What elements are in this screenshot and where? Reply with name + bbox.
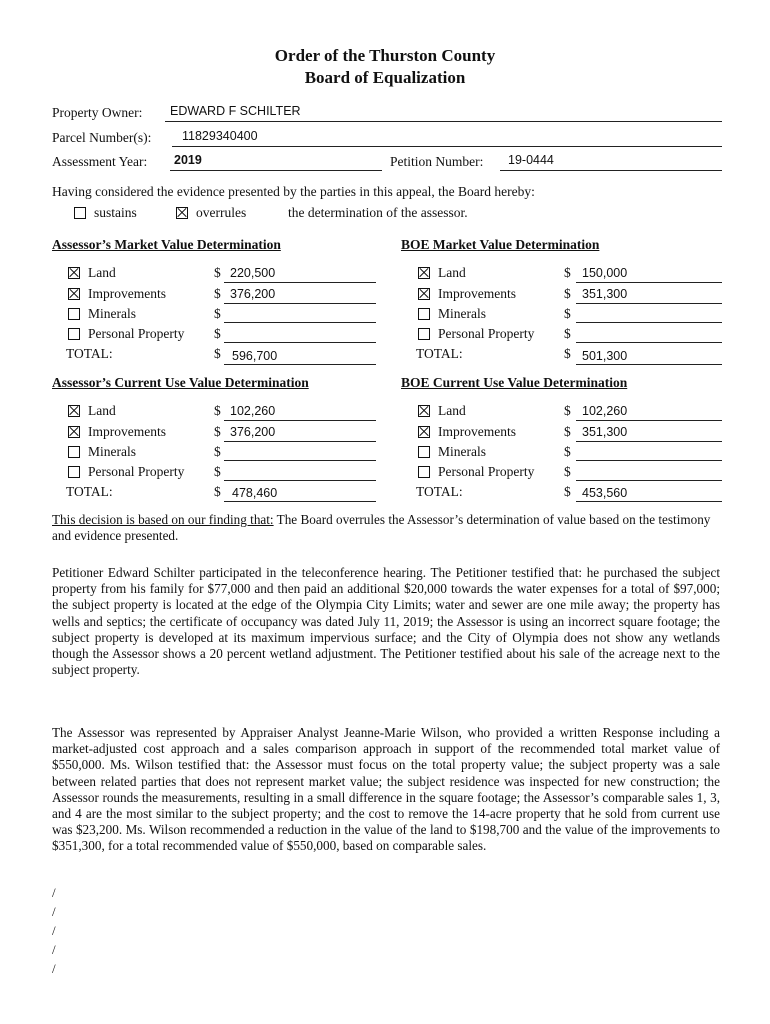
- parcel-label: Parcel Number(s):: [52, 130, 152, 145]
- am-total-value: 596,700: [232, 349, 278, 363]
- bm-improvements-value: 351,300: [582, 287, 628, 301]
- ac-improvements-line: [224, 441, 376, 442]
- bc-minerals-label: Minerals: [438, 444, 486, 459]
- petition-line: [500, 170, 722, 171]
- bm-land-label: Land: [438, 265, 466, 280]
- am-personal-line: [224, 342, 376, 343]
- am-minerals-label: Minerals: [88, 306, 136, 321]
- am-improvements-line: [224, 303, 376, 304]
- bm-improvements-line: [576, 303, 722, 304]
- overrules-label: overrules: [196, 205, 247, 220]
- ac-minerals-checkbox[interactable]: [68, 446, 80, 458]
- ac-total-line: [224, 501, 376, 502]
- ac-personal-dollar: $: [214, 464, 221, 479]
- ac-land-dollar: $: [214, 403, 221, 418]
- petitioner-paragraph: Petitioner Edward Schilter participated in the teleconference hearing. The Petitioner testified that: he purchased the subject property from his family for $77,000 and then paid an additional $20,000 towards the water expenses for a total of $97,000; the subject property is located at the edge of the Olympia City Limits; water and sewer are one mile away; the property has wells and septics; the certificate of occupancy was dated July 11, 2019; the Assessor is using an incorrect square footage; the subject property is developed at its maximum impervious surface; and the City of Olympia does not show any wetlands though the Assessor shows a 20 percent wetland adjustment. The Petitioner testified about his sale of the acreage next to the subject property.: [52, 565, 720, 678]
- assessor-current-heading: Assessor’s Current Use Value Determination: [52, 375, 309, 390]
- am-total-label: TOTAL:: [66, 346, 113, 361]
- am-personal-dollar: $: [214, 326, 221, 341]
- owner-value: EDWARD F SCHILTER: [170, 104, 301, 118]
- bc-land-line: [576, 420, 722, 421]
- title-line-2: Board of Equalization: [304, 68, 466, 87]
- parcel-value: 11829340400: [182, 129, 258, 143]
- assessor-paragraph: The Assessor was represented by Appraiser Analyst Jeanne-Marie Wilson, who provided a written Response including a market-adjusted cost approach and a sales comparison approach in support of the recommended total market value of $550,000. Ms. Wilson testified that: the Assessor must focus on the total property value; the subject property was a sale between related parties that does not represent market value; the subject residence was inspected for new construction; the Assessor rounds the measurements, resulting in a small difference in the square footage; the Assessor’s comparable sales 1, 3, and 4 are the most similar to the subject property; and the cost to remove the 14-acre property that he sold from current use was $23,200. Ms. Wilson recommended a reduction in the value of the land to $198,700 and the value of the improvements to $351,300, for a total recommended value of $550,000, based on comparable sales.: [52, 725, 720, 854]
- sustains-checkbox[interactable]: [74, 207, 86, 219]
- bm-personal-dollar: $: [564, 326, 571, 341]
- ac-land-checkbox[interactable]: [68, 405, 80, 417]
- slash-mark-1: /: [52, 885, 56, 900]
- bm-personal-checkbox[interactable]: [418, 328, 430, 340]
- owner-line: [165, 121, 722, 122]
- finding-paragraph: [52, 512, 720, 544]
- am-improvements-checkbox[interactable]: [68, 288, 80, 300]
- bc-minerals-dollar: $: [564, 444, 571, 459]
- bc-improvements-value: 351,300: [582, 425, 628, 439]
- ac-total-value: 478,460: [232, 486, 278, 500]
- sustains-label: sustains: [94, 205, 137, 220]
- bc-total-line: [576, 501, 722, 502]
- bm-improvements-checkbox[interactable]: [418, 288, 430, 300]
- bm-land-dollar: $: [564, 265, 571, 280]
- slash-mark-2: /: [52, 904, 56, 919]
- bm-improvements-label: Improvements: [438, 286, 516, 301]
- am-total-dollar: $: [214, 346, 221, 361]
- slash-mark-5: /: [52, 961, 56, 976]
- boe-current-heading: BOE Current Use Value Determination: [401, 375, 628, 390]
- bm-total-value: 501,300: [582, 349, 628, 363]
- am-total-line: [224, 364, 376, 365]
- ac-land-label: Land: [88, 403, 116, 418]
- ac-improvements-checkbox[interactable]: [68, 426, 80, 438]
- overrules-checkbox[interactable]: [176, 207, 188, 219]
- am-land-line: [224, 282, 376, 283]
- bc-total-dollar: $: [564, 484, 571, 499]
- bm-minerals-checkbox[interactable]: [418, 308, 430, 320]
- owner-label: Property Owner:: [52, 105, 143, 120]
- bc-personal-line: [576, 480, 722, 481]
- bm-total-line: [576, 364, 722, 365]
- bm-minerals-label: Minerals: [438, 306, 486, 321]
- finding-lead: This decision is based on our finding that:: [52, 512, 274, 527]
- bc-land-label: Land: [438, 403, 466, 418]
- year-line: [170, 170, 382, 171]
- bc-minerals-line: [576, 460, 722, 461]
- bc-personal-dollar: $: [564, 464, 571, 479]
- am-improvements-label: Improvements: [88, 286, 166, 301]
- bm-personal-label: Personal Property: [438, 326, 535, 341]
- ac-total-dollar: $: [214, 484, 221, 499]
- am-minerals-line: [224, 322, 376, 323]
- bc-total-label: TOTAL:: [416, 484, 463, 499]
- bc-land-value: 102,260: [582, 404, 628, 418]
- parcel-line: [172, 146, 722, 147]
- am-land-checkbox[interactable]: [68, 267, 80, 279]
- am-personal-checkbox[interactable]: [68, 328, 80, 340]
- am-minerals-dollar: $: [214, 306, 221, 321]
- bm-improvements-dollar: $: [564, 286, 571, 301]
- bc-personal-checkbox[interactable]: [418, 466, 430, 478]
- boe-market-heading: BOE Market Value Determination: [401, 237, 600, 252]
- decision-intro: Having considered the evidence presented by the parties in this appeal, the Board hereby:: [52, 184, 535, 199]
- bm-land-value: 150,000: [582, 266, 628, 280]
- slash-mark-3: /: [52, 923, 56, 938]
- ac-improvements-dollar: $: [214, 424, 221, 439]
- ac-land-value: 102,260: [230, 404, 276, 418]
- am-land-dollar: $: [214, 265, 221, 280]
- finding-text: The Board overrules the Assessor’s determination of value based on the testimony and evidence presented.: [52, 512, 711, 544]
- bc-land-checkbox[interactable]: [418, 405, 430, 417]
- bc-improvements-dollar: $: [564, 424, 571, 439]
- bc-improvements-label: Improvements: [438, 424, 516, 439]
- decision-tail: the determination of the assessor.: [288, 205, 468, 220]
- ac-total-label: TOTAL:: [66, 484, 113, 499]
- bm-personal-line: [576, 342, 722, 343]
- slash-mark-4: /: [52, 942, 56, 957]
- am-improvements-value: 376,200: [230, 287, 276, 301]
- ac-improvements-label: Improvements: [88, 424, 166, 439]
- am-personal-label: Personal Property: [88, 326, 185, 341]
- ac-personal-checkbox[interactable]: [68, 466, 80, 478]
- bc-personal-label: Personal Property: [438, 464, 535, 479]
- ac-land-line: [224, 420, 376, 421]
- title-line-1: Order of the Thurston County: [274, 46, 496, 65]
- am-improvements-dollar: $: [214, 286, 221, 301]
- year-value: 2019: [174, 153, 202, 167]
- bm-minerals-line: [576, 322, 722, 323]
- bc-land-dollar: $: [564, 403, 571, 418]
- bc-total-value: 453,560: [582, 486, 628, 500]
- am-land-label: Land: [88, 265, 116, 280]
- bm-land-checkbox[interactable]: [418, 267, 430, 279]
- year-label: Assessment Year:: [52, 154, 148, 169]
- ac-minerals-dollar: $: [214, 444, 221, 459]
- bm-total-label: TOTAL:: [416, 346, 463, 361]
- petition-label: Petition Number:: [390, 154, 484, 169]
- am-land-value: 220,500: [230, 266, 276, 280]
- bm-total-dollar: $: [564, 346, 571, 361]
- bm-minerals-dollar: $: [564, 306, 571, 321]
- ac-personal-line: [224, 480, 376, 481]
- ac-minerals-label: Minerals: [88, 444, 136, 459]
- ac-improvements-value: 376,200: [230, 425, 276, 439]
- petition-value: 19-0444: [508, 153, 554, 167]
- assessor-market-heading: Assessor’s Market Value Determination: [52, 237, 281, 252]
- ac-personal-label: Personal Property: [88, 464, 185, 479]
- bc-improvements-line: [576, 441, 722, 442]
- bc-improvements-checkbox[interactable]: [418, 426, 430, 438]
- ac-minerals-line: [224, 460, 376, 461]
- bc-minerals-checkbox[interactable]: [418, 446, 430, 458]
- am-minerals-checkbox[interactable]: [68, 308, 80, 320]
- bm-land-line: [576, 282, 722, 283]
